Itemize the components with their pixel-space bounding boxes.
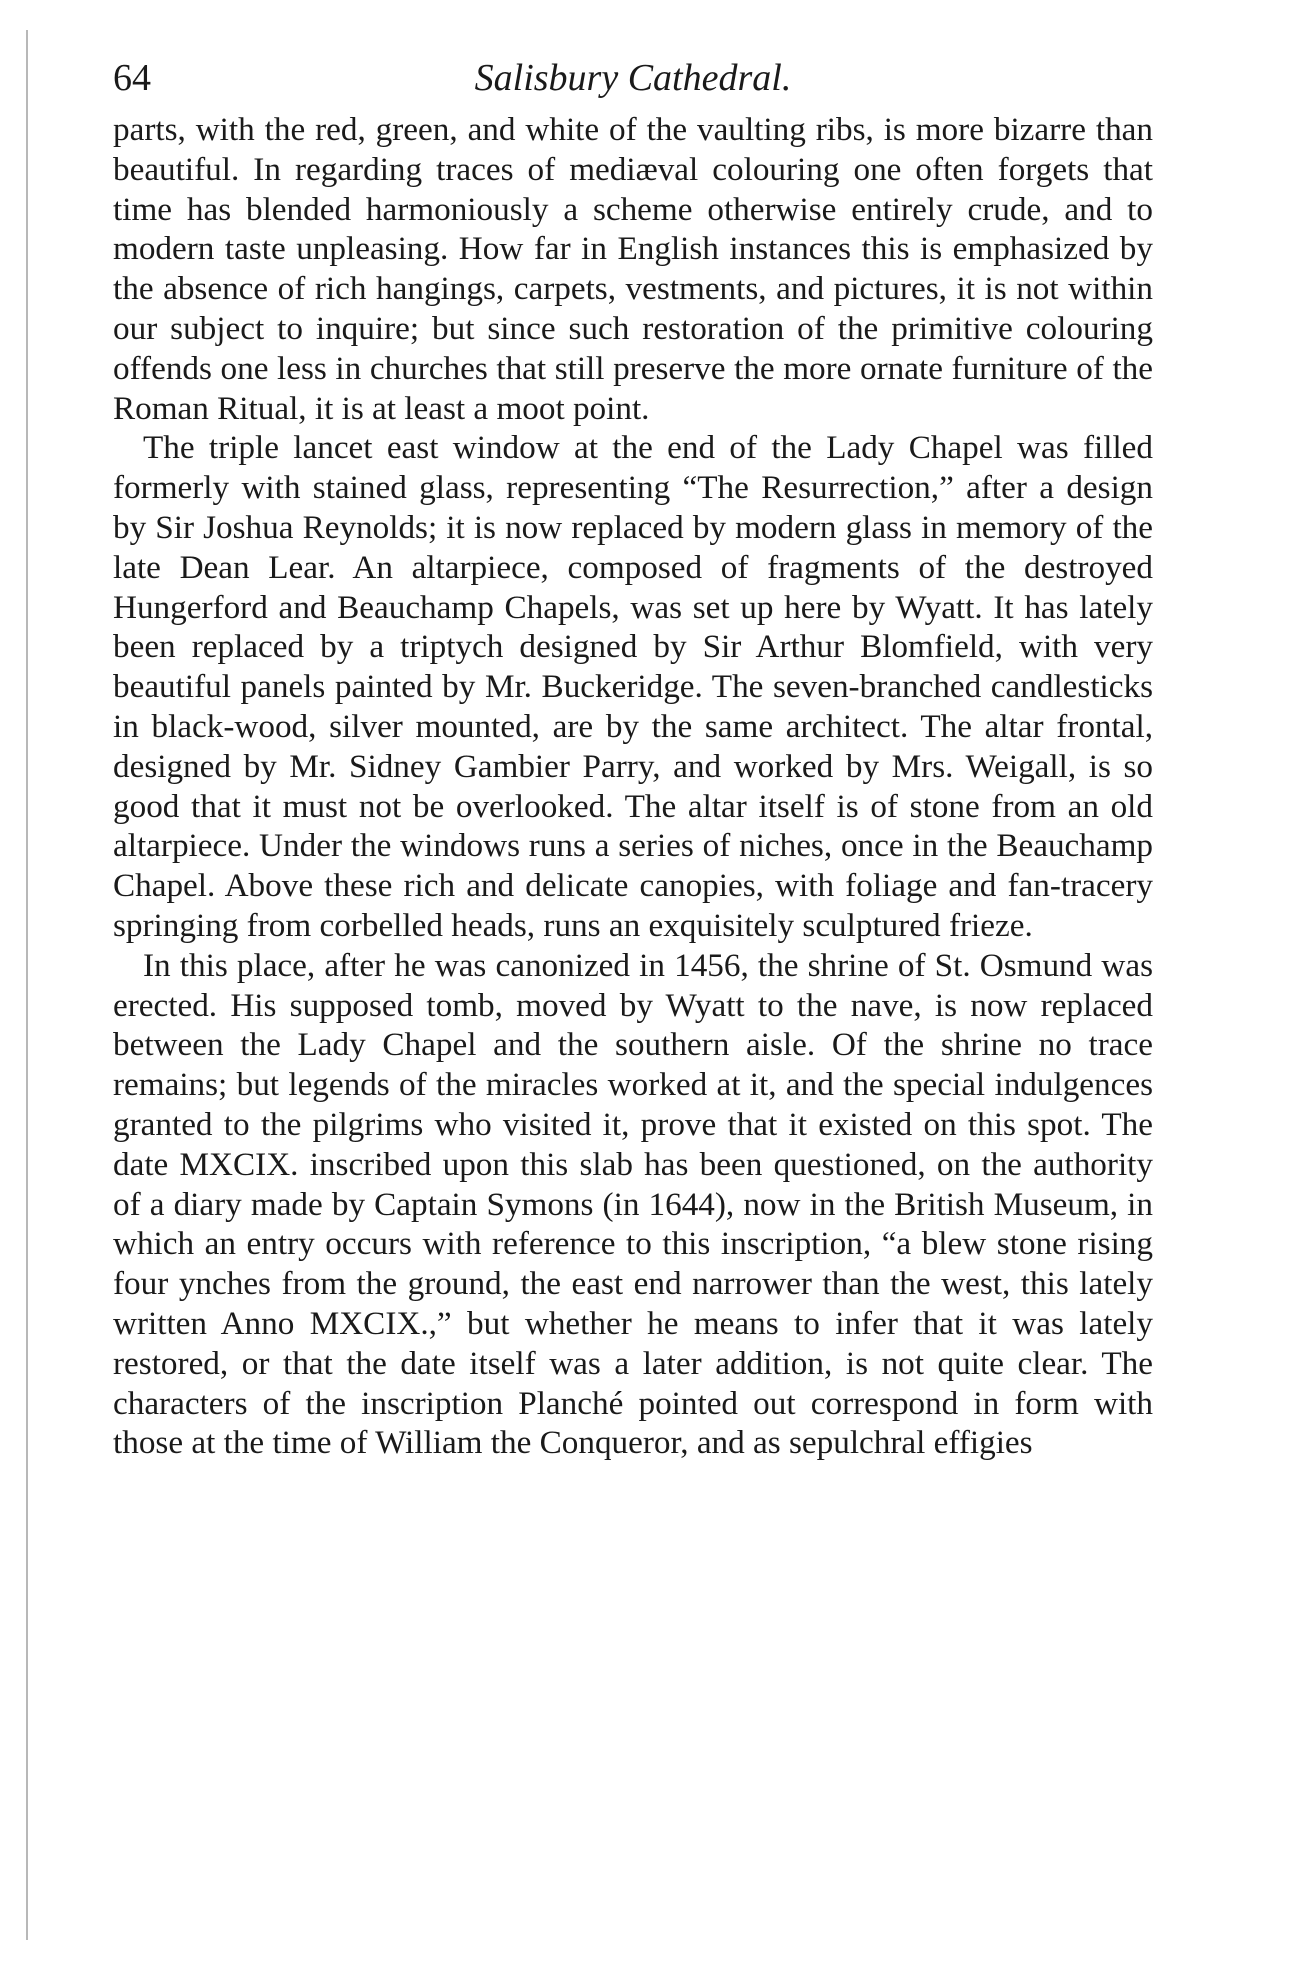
body-text — [113, 110, 1153, 1463]
paragraph-shrine-st-osmund: In this place, after he was canonized in 1456, the shrine of St. Osmund was erected. His supposed tomb, moved by Wyatt to the nave, is now replaced between the Lady Chapel and the southern aisle. Of the shrine no trace remains; but legends of the miracles worked at it, and the special indulgences granted to the pilgrims who visited it, prove that it existed on this spot. The date MXCIX. inscribed upon this slab has been questioned, on the authority of a diary made by Captain Symons (in 1644), now in the British Museum, in which an entry occurs with reference to this inscription, “a blew stone rising four ynches from the ground, the east end narrower than the west, this lately written Anno MXCIX.,” but whether he means to infer that it was lately restored, or that the date itself was a later addition, is not quite clear. The characters of the inscription Planché pointed out correspond in form with those at the time of William the Conqueror, and as sepulchral effigies — [113, 946, 1153, 1462]
paragraph-lady-chapel-window: The triple lancet east window at the end of the Lady Chapel was filled formerly with stained glass, representing “The Resurrection,” after a design by Sir Joshua Reynolds; it is now replaced by modern glass in memory of the late Dean Lear. An altarpiece, composed of fragments of the destroyed Hungerford and Beauchamp Chapels, was set up here by Wyatt. It has lately been replaced by a triptych designed by Sir Arthur Blomfield, with very beautiful panels painted by Mr. Buckeridge. The seven-branched candlesticks in black-wood, silver mounted, are by the same architect. The altar frontal, designed by Mr. Sidney Gambier Parry, and worked by Mrs. Weigall, is so good that it must not be overlooked. The altar itself is of stone from an old altarpiece. Under the windows runs a series of niches, once in the Beauchamp Chapel. Above these rich and delicate canopies, with foliage and fan-tracery springing from corbelled heads, runs an exquisitely sculptured frieze. — [113, 429, 1153, 944]
paragraph-continued: parts, with the red, green, and white of the vaulting ribs, is more bizarre than beautiful. In regarding traces of mediæval colouring one often forgets that time has blended harmoniously a scheme otherwise entirely crude, and to modern taste unpleasing. How far in English instances this is emphasized by the absence of rich hangings, carpets, vestments, and pictures, it is not within our subject to inquire; but since such restoration of the primitive colouring offends one less in churches that still preserve the more ornate furniture of the Roman Ritual, it is at least a moot point. — [113, 111, 1153, 427]
running-title: Salisbury Cathedral. — [474, 57, 792, 99]
page-header — [113, 56, 1153, 106]
page-number: 64 — [113, 57, 151, 99]
page-edge-line — [26, 30, 28, 1940]
